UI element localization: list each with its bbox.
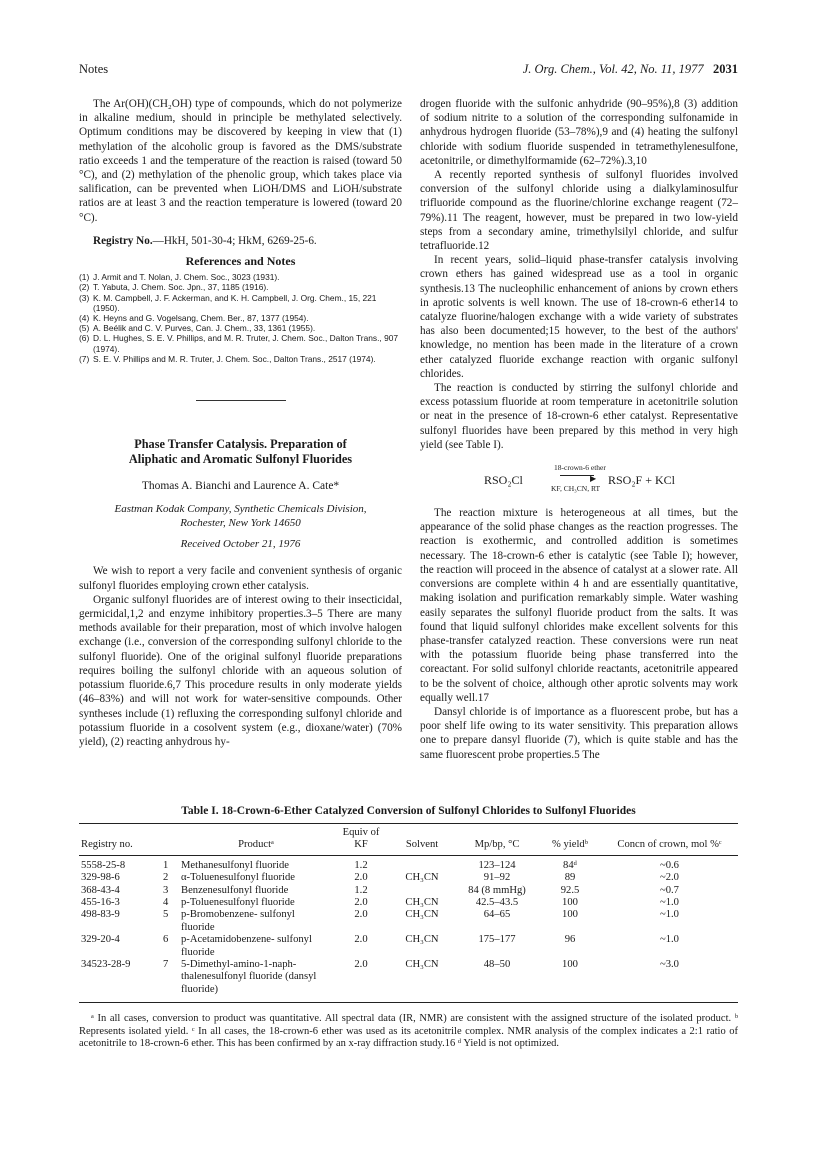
cell-kf: 2.0 xyxy=(354,872,368,884)
cell-crown: ~2.0 xyxy=(660,872,679,884)
body-paragraph-5: In recent years, solid–liquid phase-transfer catalysis involving crown ethers has gained widespread use as a tool in organic synthesis.13 The nucleophilic enhancement of anions by crown ethers in aprotic solvents is well known. The use of 18-crown-6 ether14 to catalyze fluorine/halogen exchange with a wide variety of substrates has also been documented;15 however, to the best of the authors' knowledge, no mention has been made in the literature of a crown ether catalyzed fluoride exchange reaction with organic sulfonyl chlorides. xyxy=(420,254,738,380)
header-yield: % yieldᵇ xyxy=(539,824,601,856)
cell-kf: 1.2 xyxy=(354,859,368,871)
cell-crown: ~1.0 xyxy=(660,934,679,946)
table-row xyxy=(79,934,738,959)
cell-product: Methanesulfonyl fluoride xyxy=(181,859,289,871)
received-date: Received October 21, 1976 xyxy=(180,538,301,551)
cell-number: 5 xyxy=(163,909,169,921)
cell-solvent xyxy=(389,885,455,897)
cell-crown: ~1.0 xyxy=(660,897,679,909)
table-row xyxy=(79,872,738,884)
article-affiliation xyxy=(79,502,402,530)
intro-paragraph: The Ar(OH)(CH₂OH) type of compounds, which do not polymerize in alkaline medium, should in principle be methylated selectively. Optimum conditions may be discovered by keeping in view that (1) methylation of the alcoholic group is favored as the DMS/substrate ratio exceeds 1 and the temperature of the reaction is raised (toward 50 °C), and (2) methylation of the phenolic group, which takes place via salification, can be prevented when LiOH/DMS and LiOH/substrate ratios are at least 3 and the reaction temperature is lowered (toward 20 °C). xyxy=(79,98,402,224)
reference-number: (7) xyxy=(79,353,90,364)
reference-item xyxy=(79,272,402,282)
cell-mp: 42.5–43.5 xyxy=(475,897,519,909)
table-header-row xyxy=(79,824,738,856)
affiliation-line-1: Eastman Kodak Company, Synthetic Chemicals Division, xyxy=(114,503,367,516)
cell-crown: ~0.7 xyxy=(660,884,679,896)
equation-products: RSO₂F + KCl xyxy=(608,473,675,488)
cell-kf: 1.2 xyxy=(354,884,368,896)
reference-item xyxy=(79,282,402,292)
running-head-journal xyxy=(523,62,738,77)
cell-mp: 175–177 xyxy=(478,934,516,946)
cell-solvent: CH₃CN xyxy=(405,897,439,909)
cell-number: 6 xyxy=(163,934,169,946)
cell-kf: 2.0 xyxy=(354,897,368,909)
cell-yield: 84ᵈ xyxy=(563,859,577,871)
cell-number: 3 xyxy=(163,884,169,896)
affiliation-line-2: Rochester, New York 14650 xyxy=(180,517,301,530)
table-row xyxy=(79,959,738,1003)
cell-number: 2 xyxy=(163,872,169,884)
cell-kf: 2.0 xyxy=(354,934,368,946)
equation-catalyst: 18-crown-6 ether xyxy=(554,463,606,473)
left-column xyxy=(79,97,402,749)
reference-text: D. L. Hughes, S. E. V. Phillips, and M. R. Truter, J. Chem. Soc., Dalton Trans., 907 (1974). xyxy=(93,333,399,354)
data-table xyxy=(79,823,738,1003)
body-paragraph-1: We wish to report a very facile and convenient synthesis of organic sulfonyl fluorides employing crown ether catalysis. xyxy=(79,565,402,592)
cell-registry: 368-43-4 xyxy=(81,884,120,896)
cell-kf: 2.0 xyxy=(354,909,368,921)
reference-item xyxy=(79,313,402,323)
cell-solvent: CH₃CN xyxy=(405,934,439,946)
reference-item xyxy=(79,323,402,333)
cell-product: p-Bromobenzene- sulfonyl fluoride xyxy=(181,909,295,933)
reference-item xyxy=(79,293,402,313)
body-paragraph-2: Organic sulfonyl fluorides are of interest owing to their insecticidal, germicidal,1,2 and enzyme inhibitory properties.3–5 There are many methods available for their preparation, most of which involve halogen exchange (i.e., conversion of the corresponding sulfonyl chloride to the sulfonyl fluoride). One of the original sulfonyl fluoride preparations requires boiling the sulfonyl chloride with an aqueous solution of potassium fluoride.6,7 This procedure results in only moderate yields (46–83%) and will not work for water-sensitive compounds. Other syntheses include (1) refluxing the corresponding sulfonyl chloride and potassium fluoride in a cosolvent system (e.g., dioxane/water) (70% yield), (2) reacting anhydrous hy- xyxy=(79,593,402,748)
cell-mp: 64–65 xyxy=(483,909,511,921)
references-list xyxy=(79,272,402,364)
cell-crown: ~3.0 xyxy=(601,959,738,1003)
cell-product: α-Toluenesulfonyl fluoride xyxy=(181,872,295,884)
reference-number: (4) xyxy=(79,313,90,324)
equation-reactant: RSO₂Cl xyxy=(484,473,523,488)
cell-product: 5-Dimethyl-amino-1-naph- thalenesulfonyl fluoride (dansyl fluoride) xyxy=(179,959,333,1003)
header-registry: Registry no. xyxy=(79,824,161,856)
cell-solvent: CH₃CN xyxy=(405,872,439,884)
cell-registry: 329-20-4 xyxy=(81,934,120,946)
cell-number: 4 xyxy=(163,897,169,909)
cell-number: 1 xyxy=(163,859,169,871)
cell-mp: 84 (8 mmHg) xyxy=(468,884,526,896)
table-row xyxy=(79,885,738,897)
article-title-line-1: Phase Transfer Catalysis. Preparation of xyxy=(134,437,347,452)
reference-number: (1) xyxy=(79,272,90,283)
cell-yield: 100 xyxy=(562,897,578,909)
cell-registry: 455-16-3 xyxy=(81,897,120,909)
table-footnotes: ᵃ In all cases, conversion to product was quantitative. All spectral data (IR, NMR) are consistent with the assigned structure of the isolated product. ᵇ Represents isolated yield. ᶜ In all cases, the 18-crown-6 ether was used as its acetonitrile complex. NMR analysis of the complex indicates a 2:1 ratio of acetonitrile to 18-crown-6 ether. This has been confirmed by an x-ray diffraction study.16 ᵈ Yield is not optimized. xyxy=(79,1013,738,1050)
body-paragraph-8: Dansyl chloride is of importance as a fluorescent probe, but has a poor shelf life owing to its water sensitivity. This preparation allows one to prepare dansyl fluoride (7), which is quite stable and has the same fluorescent probe properties.5 The xyxy=(420,705,738,761)
cell-solvent xyxy=(389,855,455,872)
header-crown-concentration: Concn of crown, mol %ᶜ xyxy=(601,824,738,856)
table-1 xyxy=(79,805,738,1051)
references-heading: References and Notes xyxy=(185,254,296,269)
running-head-section: Notes xyxy=(79,62,109,76)
table-row xyxy=(79,909,738,934)
cell-yield: 96 xyxy=(564,934,576,946)
cell-product: Benzenesulfonyl fluoride xyxy=(181,884,289,896)
reference-number: (5) xyxy=(79,323,90,334)
cell-yield: 100 xyxy=(539,959,601,1003)
header-mp-bp: Mp/bp, °C xyxy=(455,824,539,856)
page-number: 2031 xyxy=(713,62,738,76)
registry-text: —HkH, 501-30-4; HkM, 6269-25-6. xyxy=(152,234,317,247)
cell-registry: 498-83-9 xyxy=(81,909,120,921)
cell-registry: 5558-25-8 xyxy=(81,859,126,871)
equation-conditions: KF, CH₃CN, RT xyxy=(551,484,601,494)
cell-yield: 92.5 xyxy=(560,884,580,896)
reference-number: (2) xyxy=(79,282,90,293)
cell-solvent: CH₃CN xyxy=(389,959,455,1003)
article-title xyxy=(79,437,402,467)
cell-crown: ~1.0 xyxy=(660,909,679,921)
cell-yield: 89 xyxy=(564,872,576,884)
cell-mp: 91–92 xyxy=(483,872,511,884)
reference-number: (6) xyxy=(79,333,90,344)
reference-text: K. M. Campbell, J. F. Ackerman, and K. H. Campbell, J. Org. Chem., 15, 221 (1950). xyxy=(93,292,377,313)
body-paragraph-6: The reaction is conducted by stirring the sulfonyl chloride and excess potassium fluoride at room temperature in acetonitrile solution or neat in the presence of 18-crown-6 ether catalyst. Representative sulfonyl fluorides have been prepared by this method in very high yield (see Table I). xyxy=(420,382,738,451)
section-divider xyxy=(196,400,286,401)
reference-text: T. Yabuta, J. Chem. Soc. Jpn., 37, 1185 (1916). xyxy=(93,282,269,293)
reference-text: A. Beélik and C. V. Purves, Can. J. Chem., 33, 1361 (1955). xyxy=(93,323,316,334)
article-title-line-2: Aliphatic and Aromatic Sulfonyl Fluorides xyxy=(128,452,353,467)
body-paragraph-4: A recently reported synthesis of sulfonyl fluorides involved conversion of the sulfonyl chloride using a dialkylaminosulfur trifluoride compound as the fluorine/chlorine exchange reagent (72–79%).11 The reagent, however, must be prepared in two low-yield steps from a secondary amine, trimethylsilyl chloride, and sulfur tetrafluoride.12 xyxy=(420,169,738,253)
cell-crown: ~0.6 xyxy=(660,859,679,871)
reference-item xyxy=(79,333,402,353)
registry-numbers xyxy=(79,234,402,248)
reference-text: S. E. V. Phillips and M. R. Truter, J. Chem. Soc., Dalton Trans., 2517 (1974). xyxy=(93,353,376,364)
table-row xyxy=(79,855,738,872)
table-row xyxy=(79,897,738,909)
cell-product: p-Acetamidobenzene- sulfonyl fluoride xyxy=(181,934,312,958)
journal-citation: J. Org. Chem., Vol. 42, No. 11, 1977 xyxy=(522,62,704,76)
header-product: Productᵃ xyxy=(179,824,333,856)
cell-registry: 34523-28-9 xyxy=(79,959,161,1003)
header-equiv-kf: Equiv of KF xyxy=(333,824,389,856)
arrow-head-icon: ▶ xyxy=(590,473,597,483)
table-caption: Table I. 18-Crown-6-Ether Catalyzed Conversion of Sulfonyl Chlorides to Sulfonyl Fluorides xyxy=(181,805,636,817)
cell-kf: 2.0 xyxy=(333,959,389,1003)
cell-product: p-Toluenesulfonyl fluoride xyxy=(181,897,295,909)
reference-text: K. Heyns and G. Vogelsang, Chem. Ber., 87, 1377 (1954). xyxy=(93,313,309,324)
cell-registry: 329-98-6 xyxy=(81,872,120,884)
body-paragraph-3: drogen fluoride with the sulfonic anhydride (90–95%),8 (3) addition of sodium nitrite to a solution of the corresponding sulfonamide in anhydrous hydrogen fluoride (53–78%),9 and (4) heating the sulfonyl chloride with sodium fluoride suspended in tetramethylenesulfone, acetonitrile, or dimethylformamide (62–72%).3,10 xyxy=(420,98,738,167)
cell-number: 7 xyxy=(161,959,179,1003)
reaction-equation xyxy=(420,458,738,498)
registry-label: Registry No. xyxy=(93,234,153,247)
body-paragraph-7: The reaction mixture is heterogeneous at all times, but the appearance of the solid phase changes as the reaction progresses. The reaction is exothermic, and controlled addition is sometimes necessary. The 18-crown-6 ether is catalytic (see Table I); however, the reaction will proceed in the absence of catalyst at a slower rate. All conversions are complete within 4 h and are essentially quantitative, making isolation and purification remarkably simple. Water washing easily separates the sulfonyl fluoride product from the salts. It was found that liquid sulfonyl chlorides make excellent solvents for this phase-transfer catalyzed reaction. These conversions were run neat with the potassium fluoride being phase transferred into the coreactant. For solid sulfonyl chloride reactants, acetonitrile appeared to be the solvent of choice, although other aprotic solvents may work equally well.17 xyxy=(420,507,738,704)
reference-item xyxy=(79,354,402,364)
cell-mp: 48–50 xyxy=(455,959,539,1003)
article-authors: Thomas A. Bianchi and Laurence A. Cate* xyxy=(141,480,340,493)
cell-solvent: CH₃CN xyxy=(405,909,439,921)
reaction-arrow xyxy=(560,475,594,476)
cell-mp: 123–124 xyxy=(478,859,516,871)
right-column xyxy=(420,97,738,762)
reference-text: J. Armit and T. Nolan, J. Chem. Soc., 3023 (1931). xyxy=(93,272,280,283)
header-compound-number xyxy=(161,824,179,856)
cell-yield: 100 xyxy=(562,909,578,921)
header-solvent: Solvent xyxy=(389,824,455,856)
reference-number: (3) xyxy=(79,292,90,303)
